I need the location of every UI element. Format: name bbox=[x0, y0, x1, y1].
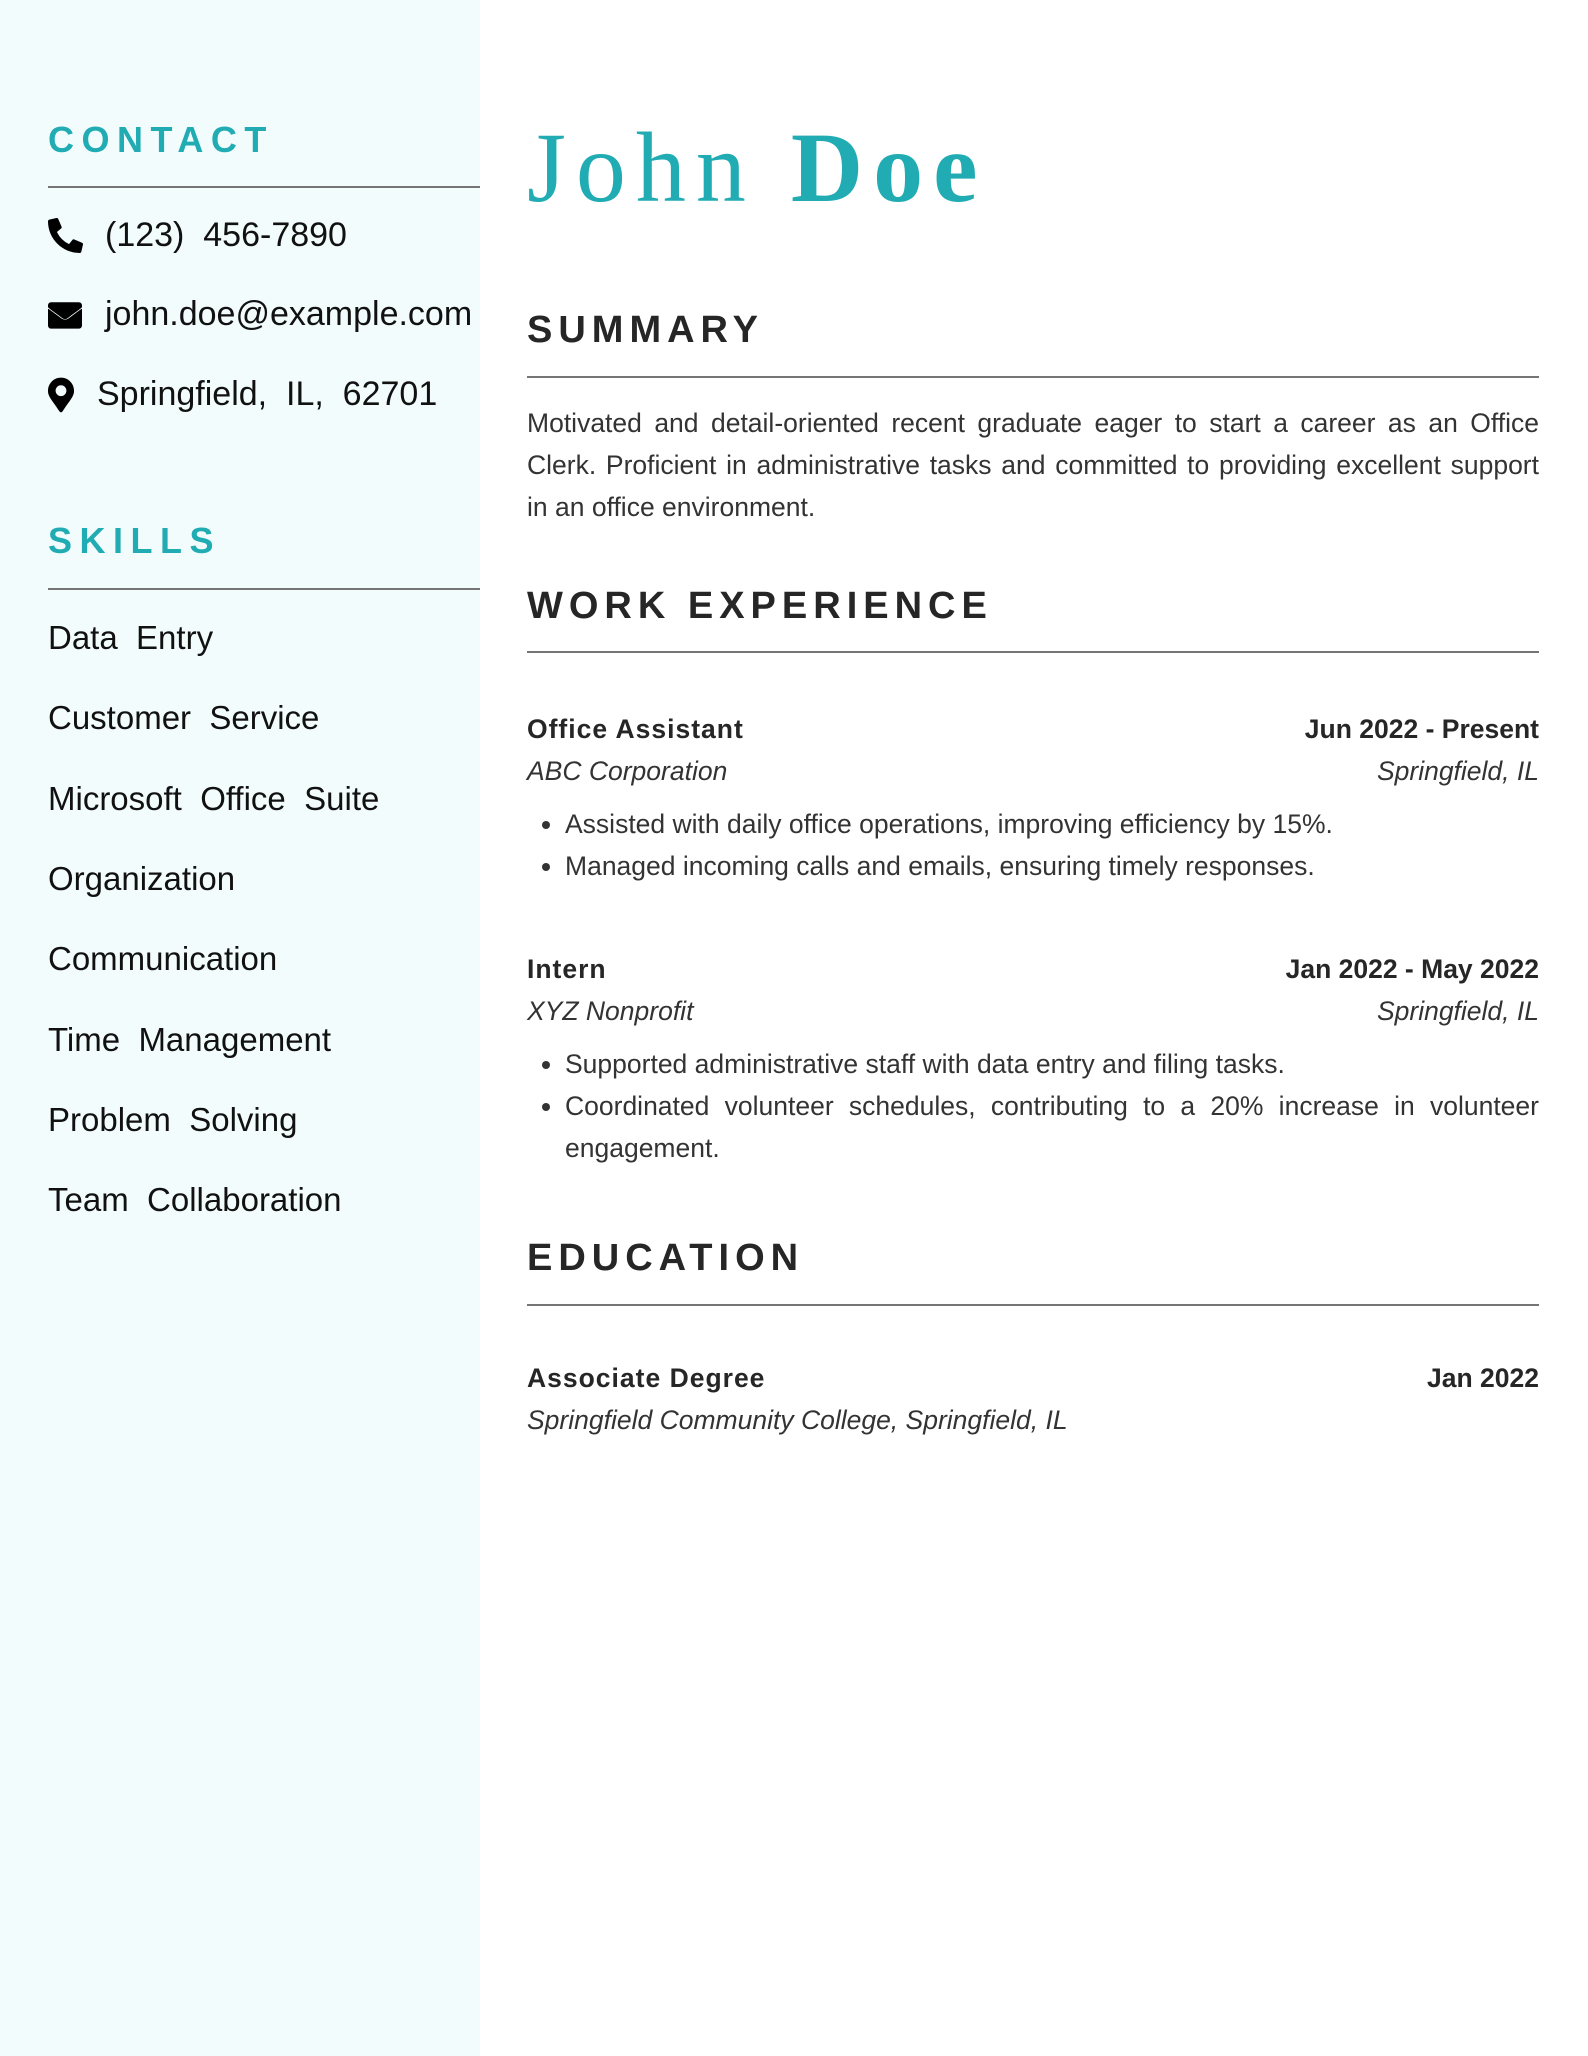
job-entry bbox=[527, 948, 1539, 1169]
job-bullet: • Managed incoming calls and emails, ensuring timely responses. bbox=[565, 845, 1539, 887]
last-name: Doe bbox=[790, 112, 988, 223]
degree-title: Associate Degree bbox=[527, 1363, 766, 1393]
job-dates: Jun 2022 - Present bbox=[1304, 714, 1539, 744]
phone-icon bbox=[48, 218, 83, 253]
degree-date: Jan 2022 bbox=[1427, 1363, 1539, 1393]
summary-heading: SUMMARY bbox=[527, 309, 764, 351]
skills-heading: SKILLS bbox=[48, 520, 222, 561]
job-company: XYZ Nonprofit bbox=[527, 996, 694, 1026]
school-name: Springfield Community College, Springfield, IL bbox=[527, 1405, 1068, 1435]
candidate-name bbox=[527, 112, 988, 223]
job-title: Intern bbox=[527, 954, 607, 984]
sidebar bbox=[0, 0, 480, 2056]
contact-heading: CONTACT bbox=[48, 119, 274, 160]
skill-item: Data Entry bbox=[48, 619, 214, 656]
location: Springfield, IL, 62701 bbox=[97, 375, 438, 413]
summary-divider bbox=[527, 376, 1539, 378]
job-location: Springfield, IL bbox=[1376, 756, 1539, 786]
skill-item: Problem Solving bbox=[48, 1101, 298, 1138]
job-bullet: • Coordinated volunteer schedules, contributing to a 20% increase in volunteer engagement. bbox=[565, 1085, 1539, 1169]
job-title: Office Assistant bbox=[527, 714, 744, 744]
job-bullet: • Supported administrative staff with data entry and filing tasks. bbox=[565, 1043, 1539, 1085]
skill-item: Communication bbox=[48, 940, 278, 977]
first-name: John bbox=[527, 112, 756, 223]
skill-item: Organization bbox=[48, 860, 236, 897]
job-location: Springfield, IL bbox=[1376, 996, 1539, 1026]
job-entry bbox=[527, 708, 1539, 887]
contact-divider bbox=[48, 186, 480, 188]
email-address[interactable]: john.doe@example.com bbox=[105, 295, 473, 333]
phone-number[interactable]: (123) 456-7890 bbox=[105, 216, 347, 254]
job-company: ABC Corporation bbox=[527, 756, 728, 786]
map-pin-icon bbox=[48, 377, 74, 413]
skills-divider bbox=[48, 588, 480, 590]
job-bullet: • Assisted with daily office operations, improving efficiency by 15%. bbox=[565, 803, 1539, 845]
skill-item: Time Management bbox=[48, 1021, 332, 1058]
job-dates: Jan 2022 - May 2022 bbox=[1285, 954, 1539, 984]
skill-item: Customer Service bbox=[48, 699, 320, 736]
job-bullets bbox=[527, 1043, 1539, 1169]
job-bullets bbox=[527, 803, 1539, 887]
work-experience-heading: WORK EXPERIENCE bbox=[527, 585, 993, 627]
skill-item: Microsoft Office Suite bbox=[48, 780, 380, 817]
education-heading: EDUCATION bbox=[527, 1237, 805, 1279]
summary-text: Motivated and detail-oriented recent graduate eager to start a career as an Office Clerk. Proficient in administrative tasks and committed to providing excellent support in an office environment. bbox=[527, 408, 1539, 522]
education-divider bbox=[527, 1304, 1539, 1306]
skill-item: Team Collaboration bbox=[48, 1181, 342, 1218]
work-experience-divider bbox=[527, 651, 1539, 653]
envelope-icon bbox=[48, 302, 82, 329]
education-entry bbox=[527, 1357, 1539, 1441]
